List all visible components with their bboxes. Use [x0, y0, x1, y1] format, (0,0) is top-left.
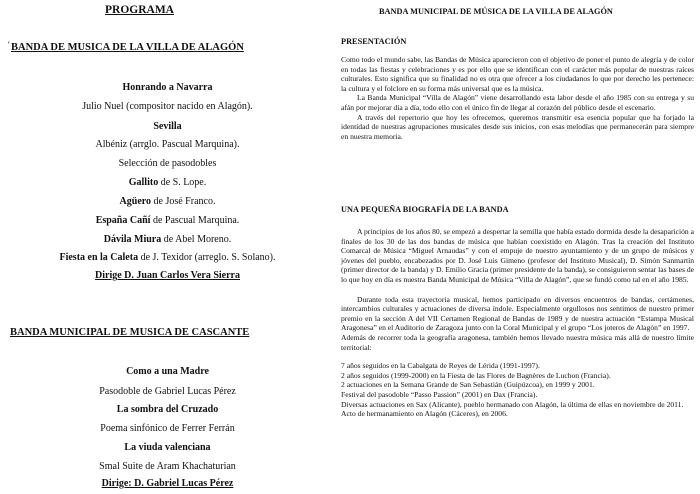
- band-alagon-title: BANDA DE MUSICA DE LA VILLA DE ALAGÓN: [11, 42, 244, 53]
- program-line: Como a una Madre: [126, 366, 209, 377]
- list-item: Diversas actuaciones en Sax (Alicante), pueblo hermanado con Alagón, la última de ellas en noviembre de 2011.: [341, 399, 684, 409]
- program-line: Agüero de José Franco.: [119, 196, 216, 207]
- right-page: [335, 0, 700, 494]
- paragraph: La Banda Municipal “Villa de Alagón” viene desarrollando esta labor desde el año 1985 con su entrega y su afán por mejorar día a día, todo ello con el único fin de llegar al corazón del público desde el escenario.: [341, 93, 694, 112]
- program-line: Poema sinfónico de Ferrer Ferrán: [100, 423, 235, 434]
- presentacion-text: [341, 55, 694, 141]
- director-alagon: Dirige D. Juan Carlos Vera Sierra: [95, 270, 240, 281]
- program-line: Fiesta en la Caleta de J. Texidor (arreglo. S. Solano).: [59, 252, 276, 263]
- program-line: España Cañí de Pascual Marquina.: [95, 215, 240, 226]
- right-page-title: BANDA MUNICIPAL DE MÚSICA DE LA VILLA DE ALAGÓN: [379, 7, 613, 16]
- program-line: Julio Nuel (compositor nacido en Alagón).: [82, 101, 253, 112]
- paragraph: Además de recorrer toda la geografía aragonesa, también hemos llevado nuestra música más allá de nuestro límite territorial:: [341, 332, 694, 352]
- list-item: 7 años seguidos en la Cabalgata de Reyes de Lérida (1991-1997).: [341, 361, 540, 371]
- programa-title: PROGRAMA: [105, 4, 174, 16]
- program-line: La sombra del Cruzado: [116, 404, 219, 415]
- presentacion-heading: PRESENTACIÓN: [341, 37, 407, 46]
- program-line: Gallito de S. Lope.: [128, 177, 207, 188]
- list-item: Acto de hermanamiento en Alagón (Cáceres), en 2006.: [341, 409, 508, 419]
- band-cascante-title: BANDA MUNICIPAL DE MUSICA DE CASCANTE: [10, 327, 250, 338]
- left-page: [0, 0, 335, 494]
- program-line: Smal Suite de Aram Khachaturian: [99, 461, 236, 472]
- paragraph: Como todo el mundo sabe, las Bandas de Música aparecieron con el objetivo de poner el punto de alegría y de color en todas las fiestas y celebraciones y es por ello que se identifican con el carácter más popular de nuestras raíces culturales. Esto significa que su finalidad no es otra que ofrecer a los ciudadanos lo que por derecho les pertenece: la cultura y el folclore en su forma más universal que es la música.: [341, 55, 694, 93]
- paragraph: Durante toda esta trayectoria musical, hemos participado en diversos encuentros de bandas, certámenes, intercambios culturales y actuaciones de diversa índole. Especialmente orgullosos nos sentimos de nuestro primer premio en la sección A del VII Certamen Regional de Bandas de 1989 y de nuestra actuación “Estampa Musical Aragonesa” en el Auditorio de Zaragoza junto con la Coral Municipal y el grupo “Los joteros de Alagón” en 1997.: [341, 294, 694, 333]
- tick-mark: ': [8, 40, 10, 50]
- program-line: Dávila Miura de Abel Moreno.: [103, 234, 232, 245]
- list-item: 2 actuaciones en la Semana Grande de San Sebastián (Guipúzcoa), en 1999 y 2001.: [341, 380, 595, 390]
- paragraph: A través del repertorio que hoy les ofrecemos, queremos transmitir esa esencia popular que ha forjado la identidad de nuestras agrupaciones musicales desde sus inicios, con esas melodías que permanecerán para siempre en nuestra memoria.: [341, 112, 694, 141]
- program-line: Honrando a Navarra: [122, 82, 213, 93]
- list-item: Festival del pasodoble “Passo Passion” (2001) en Dax (Francia).: [341, 389, 538, 399]
- program-line: Selección de pasodobles: [118, 158, 217, 169]
- program-line: Pasodoble de Gabriel Lucas Pérez: [99, 386, 236, 397]
- biografia-heading: UNA PEQUEÑA BIOGRAFÍA DE LA BANDA: [341, 205, 509, 214]
- program-line: Sevilla: [153, 121, 182, 132]
- list-item: 2 años seguidos (1999-2000) en la Fiesta de las Flores de Bagnères de Luchon (Francia).: [341, 370, 611, 380]
- program-line: La viuda valenciana: [124, 442, 211, 453]
- biografia-text: [341, 227, 694, 419]
- program-line: Albéniz (arrglo. Pascual Marquina).: [95, 139, 240, 150]
- paragraph: A principios de los años 80, se empezó a despertar la semilla que había estado dormida desde la desaparición a finales de los 30 de las dos bandas de música que habían coexistido en Alagón. Tras la creación del Instituto Comarcal de Música “Miguel Arnaudas” y con el empuje de nuestro ayuntamiento y de un grupo de músicos y jóvenes del pueblo, encabezados por D. José Luis Gimeno (profesor del Instituto Musical), D. Simón Sanmartín (primer director de la banda) y D. Emilio Gracia (primer presidente de la banda), se consiguieron sentar las bases de lo que hoy en día es nuestra Banda Municipal de Música “Villa de Alagón”, que se fundó como tal en el año 1985.: [341, 227, 694, 284]
- director-cascante: Dirige: D. Gabriel Lucas Pérez: [101, 478, 234, 489]
